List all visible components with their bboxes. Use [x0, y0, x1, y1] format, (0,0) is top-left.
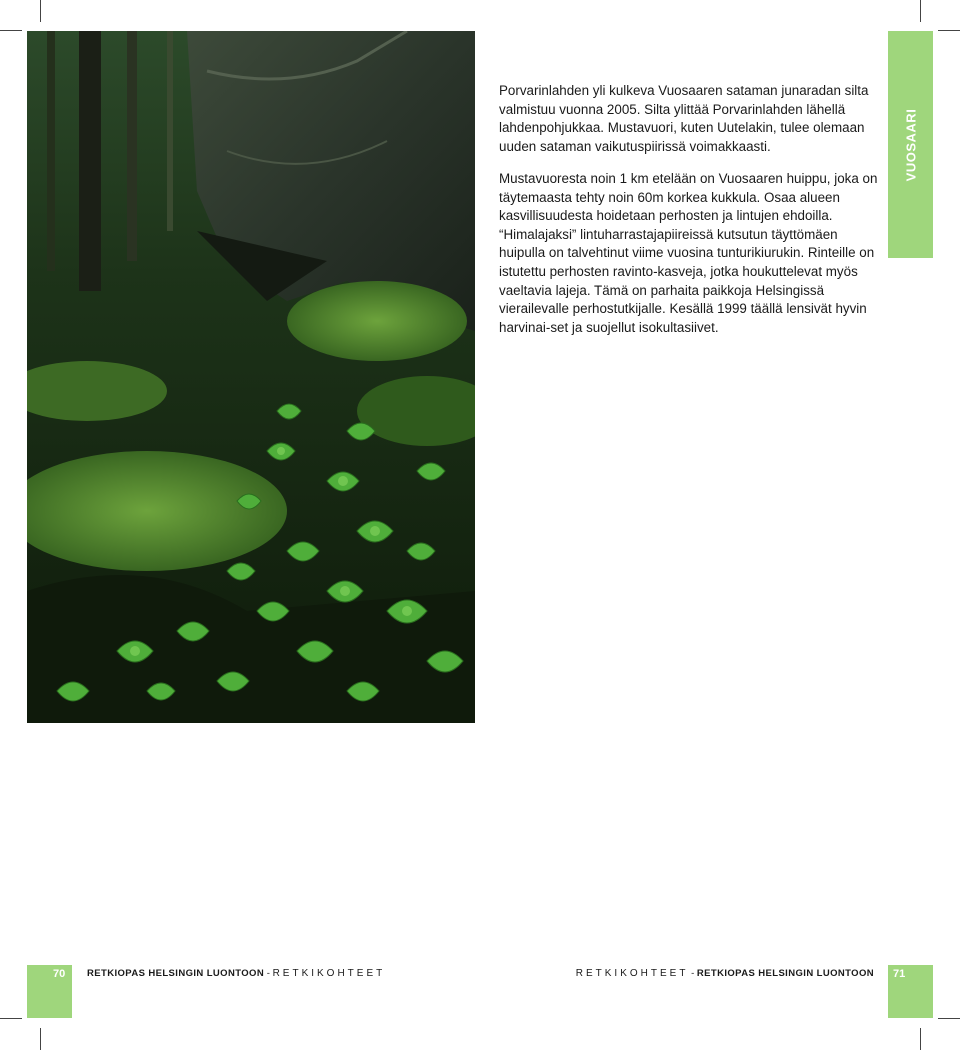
- forest-photo: [27, 31, 475, 723]
- crop-mark: [0, 30, 22, 31]
- page-number-right: 71: [893, 968, 906, 980]
- crop-mark: [0, 1018, 22, 1019]
- page-number-left: 70: [53, 968, 66, 980]
- crop-mark: [920, 1028, 921, 1050]
- footer-right-separator: -: [691, 968, 695, 979]
- crop-mark: [920, 0, 921, 22]
- footer-left-title: RETKIOPAS HELSINGIN LUONTOON: [87, 968, 265, 979]
- body-paragraph: Porvarinlahden yli kulkeva Vuosaaren sataman junaradan silta valmistuu vuonna 2005. Silta ylittää Porvarinlahden lähellä lahdenpohjukkaa. Mustavuori, kuten Uutelakin, tulee olemaan uuden sataman vaikutuspiirissä voimakkaasti.: [499, 83, 869, 154]
- footer-left-section: RETKIKOHTEET: [272, 968, 386, 979]
- footer-right-title: RETKIOPAS HELSINGIN LUONTOON: [696, 968, 874, 979]
- crop-mark: [938, 1018, 960, 1019]
- footer-left: [87, 968, 385, 979]
- side-tab-right: [888, 31, 933, 258]
- footer-left-separator: -: [266, 968, 270, 979]
- crop-mark: [40, 1028, 41, 1050]
- page-number-box-right: [888, 965, 933, 1018]
- footer-right: [576, 968, 874, 979]
- page-number-box-left: [27, 965, 72, 1018]
- footer-right-section: RETKIKOHTEET: [575, 968, 689, 979]
- body-paragraph: Mustavuoresta noin 1 km etelään on Vuosaaren huippu, joka on täytemaasta tehty noin 60m korkea kukkula. Osaa alueen kasvillisuudesta hoidetaan perhosten ja lintujen ehdoilla. “Himalajaksi” lintuharrastajapiireissä kutsutun täyttömäen huipulla on talvehtinut viime vuosina tunturikiurukin. Rinteille on istutettu perhosten ravinto-kasveja, jotka houkuttelevat myös vaeltavia lajeja. Tämä on parhaita paikkoja Helsingissä vierailevalle perhostutkijalle. Kesällä 1999 täällä lensivät hyvin harvinai-set ja suojellut isokultasiivet.: [499, 171, 878, 335]
- crop-mark: [938, 30, 960, 31]
- forest-photo-illustration: [27, 31, 475, 723]
- side-tab-right-label: VUOSAARI: [903, 108, 918, 181]
- crop-mark: [40, 0, 41, 22]
